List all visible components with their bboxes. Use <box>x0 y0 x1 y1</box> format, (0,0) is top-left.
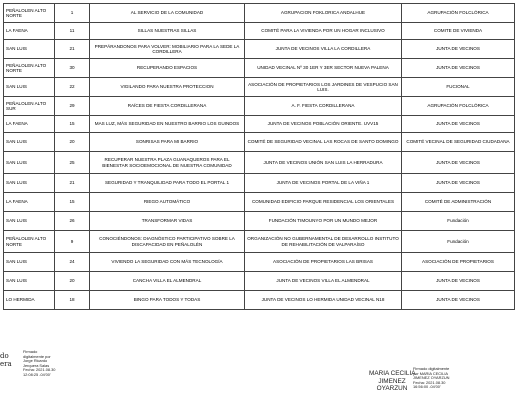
cell-number: 21 <box>55 174 90 193</box>
cell-comuna: PEÑALOLEN ALTO NORTE <box>4 231 55 253</box>
cell-project: AL SERVICIO DE LA COMUNIDAD <box>90 4 245 23</box>
right-signature-name-line: OYARZUN <box>376 385 408 393</box>
cell-org-type: FUCIONAL <box>402 78 515 97</box>
cell-project: CONOCIÉNDONOS: DIAGNÓSTICO PARTICIPATIVO SOBRE LA DISCAPACIDAD EN PEÑALOLÉN <box>90 231 245 253</box>
table-row <box>4 59 515 78</box>
left-signature-details <box>23 350 73 378</box>
table-row <box>4 152 515 174</box>
cell-org-type: JUNTA DE VECINOS <box>402 174 515 193</box>
cell-number: 9 <box>55 231 90 253</box>
cell-number: 1 <box>55 4 90 23</box>
table-row <box>4 231 515 253</box>
table-row <box>4 212 515 231</box>
cell-project: SEGURIDAD Y TRANQUILIDAD PARA TODO EL PORTAL 1 <box>90 174 245 193</box>
cell-org-type: JUNTA DE VECINOS <box>402 116 515 133</box>
left-signature-stamp-line: era <box>0 360 12 368</box>
cell-number: 24 <box>55 253 90 272</box>
cell-project: SONRISAS PARA MI BARRIO <box>90 133 245 152</box>
cell-org-type: Fundación <box>402 212 515 231</box>
cell-org-type: JUNTA DE VECINOS <box>402 40 515 59</box>
table-row <box>4 272 515 291</box>
cell-number: 20 <box>55 272 90 291</box>
cell-comuna: SAN LUIS <box>4 40 55 59</box>
cell-project: RIEGO AUTOMÁTICO <box>90 193 245 212</box>
cell-number: 29 <box>55 97 90 116</box>
cell-number: 25 <box>55 152 90 174</box>
cell-project: SILLAS NUESTRAS SILLAS <box>90 23 245 40</box>
cell-comuna: LA FAENA <box>4 193 55 212</box>
cell-comuna: SAN LUIS <box>4 133 55 152</box>
cell-number: 21 <box>55 40 90 59</box>
cell-comuna: SAN LUIS <box>4 78 55 97</box>
table-row <box>4 97 515 116</box>
table-row <box>4 174 515 193</box>
left-signature-line: Jorge Ricardo <box>23 358 48 364</box>
table-row <box>4 40 515 59</box>
cell-project: RECUPERAR NUESTRA PLAZA GUANAQUEROS PARA EL BIENESTAR SOCIOEMOCIONAL DE NUESTRA COMUNIDAD <box>90 152 245 174</box>
cell-number: 30 <box>55 59 90 78</box>
cell-comuna: SAN LUIS <box>4 174 55 193</box>
cell-org-type: AGRUPACIÓN FOLCLÓRICA <box>402 97 515 116</box>
left-signature-stamp-line: do <box>0 352 9 360</box>
cell-project: PREPÁRANDONOS PARA VOLVER: MOBILIARIO PARA LA SEDE LA CORDILLERA <box>90 40 245 59</box>
cell-org-type: COMITE DE VIVIENDA <box>402 23 515 40</box>
left-signature-line: Jerquera Salas <box>23 362 50 368</box>
cell-project: CANCHA VILLA EL ALMENDRAL <box>90 272 245 291</box>
cell-project: RAÍCES DE FIESTA CORDILLERANA <box>90 97 245 116</box>
table-row <box>4 291 515 310</box>
table-row <box>4 116 515 133</box>
cell-organization: COMUNIDAD EDIFICIO PARQUE RESIDENCIAL LOS ORIENTALES <box>245 193 402 212</box>
cell-org-type: JUNTA DE VECINOS <box>402 152 515 174</box>
cell-project: RECUPERANDO ESPACIOS <box>90 59 245 78</box>
projects-table <box>3 3 515 310</box>
cell-organization: A. F. FIESTA CORDILLERANA <box>245 97 402 116</box>
right-signature-line: JIMENEZ OYARZUN <box>413 375 450 381</box>
cell-org-type: COMITÉ DE ADMINISTRACIÓN <box>402 193 515 212</box>
cell-organization: ASOCIACIÓN DE PROPIETARIOS LOS JARDINES DE VESPUCIO SAN LUIS. <box>245 78 402 97</box>
cell-organization: COMITÉ PARA LA VIVIENDA POR UN HOGAR INCLUSIVO <box>245 23 402 40</box>
cell-comuna: SAN LUIS <box>4 212 55 231</box>
cell-organization: JUNTA DE VECINOS VILLA LA CORDILLERA <box>245 40 402 59</box>
table-row <box>4 78 515 97</box>
cell-organization: AGRUPACION FOKLORICA ANDALHUE <box>245 4 402 23</box>
cell-organization: JUNTA DE VECINOS PORTAL DE LA VIÑA 1 <box>245 174 402 193</box>
right-signature-name-line: JIMENEZ <box>378 377 406 385</box>
cell-number: 20 <box>55 133 90 152</box>
cell-org-type: AGRUPACIÓN FOLCLÓRICA <box>402 4 515 23</box>
cell-organization: ORGANIZACIÓN NO GUBERNAMENTAL DE DESARROLLO INSTITUTO DE REHABILITACIÓN DE VALPARAÍSO <box>245 231 402 253</box>
cell-project: BINGO PARA TODOS Y TODAS <box>90 291 245 310</box>
right-signature-name <box>369 370 415 393</box>
cell-comuna: PEÑALOLEN ALTO SUR <box>4 97 55 116</box>
cell-project: VIVIENDO LA SEGURIDAD CON MÁS TECNOLOGÍA <box>90 253 245 272</box>
table-row <box>4 23 515 40</box>
left-signature-line: Firmado <box>23 349 38 354</box>
cell-number: 18 <box>55 291 90 310</box>
right-signature-line: 16:56:00 -04'00' <box>413 384 441 390</box>
right-signature-line: Firmado digitalmente <box>413 366 450 371</box>
cell-number: 15 <box>55 193 90 212</box>
cell-project: MAS LUZ, MÁS SEGURIDAD EN NUESTRO BARRIO LOS GUINDOS <box>90 116 245 133</box>
right-signature-line: Fecha: 2021.08.30 <box>413 379 446 385</box>
cell-org-type: JUNTA DE VECINOS <box>402 291 515 310</box>
cell-org-type: JUNTA DE VECINOS <box>402 272 515 291</box>
table-row <box>4 193 515 212</box>
cell-organization: JUNTA DE VECINOS POBLACIÓN ORIENTE. UVV15 <box>245 116 402 133</box>
cell-organization: FUNDACIÓN TIMOUNYO POR UN MUNDO MEJOR <box>245 212 402 231</box>
cell-organization: JUNTA DE VECINOS UNIÓN SAN LUIS LA HERRADURA <box>245 152 402 174</box>
right-signature-details <box>413 367 473 390</box>
cell-organization: UNIDAD VECINAL Nº 30 1ER Y 3ER SECTOR NUEVA PALENA <box>245 59 402 78</box>
cell-org-type: JUNTA DE VECINOS <box>402 59 515 78</box>
cell-project: TRANSFORMAR VIDAS <box>90 212 245 231</box>
cell-organization: ASOCIACIÓN DE PROPIETARIOS LAS BRISAS <box>245 253 402 272</box>
cell-org-type: COMITÉ VECINAL DE SEGURIDAD CIUDADANA <box>402 133 515 152</box>
left-signature-line: 12:08:25 -04'00' <box>23 371 51 377</box>
cell-comuna: SAN LUIS <box>4 152 55 174</box>
cell-comuna: LA FAENA <box>4 116 55 133</box>
cell-org-type: Fundación <box>402 231 515 253</box>
cell-organization: JUNTA DE VECINOS LO HERMIDA UNIDAD VECINAL N18 <box>245 291 402 310</box>
cell-number: 26 <box>55 212 90 231</box>
cell-organization: COMITÉ DE SEGURIDAD VECINAL LAS ROCAS DE SANTO DOMINGO <box>245 133 402 152</box>
cell-org-type: ASOCIACIÓN DE PROPIETARIOS <box>402 253 515 272</box>
table-row <box>4 253 515 272</box>
cell-comuna: PEÑALOLEN ALTO NORTE <box>4 4 55 23</box>
left-signature-line: Fecha: 2021.08.30 <box>23 367 56 373</box>
cell-comuna: LA FAENA <box>4 23 55 40</box>
table-row <box>4 4 515 23</box>
table-row <box>4 133 515 152</box>
cell-comuna: LO HERMIDA <box>4 291 55 310</box>
left-signature-line: digitalmente por <box>23 353 51 359</box>
cell-number: 22 <box>55 78 90 97</box>
cell-number: 11 <box>55 23 90 40</box>
cell-comuna: SAN LUIS <box>4 253 55 272</box>
right-signature-line: por MARIA CECILIA <box>413 370 449 376</box>
cell-organization: JUNTA DE VECINOS VILLA EL ALMENDRAL <box>245 272 402 291</box>
cell-number: 15 <box>55 116 90 133</box>
cell-comuna: PEÑALOLEN ALTO NORTE <box>4 59 55 78</box>
right-signature-name-line: MARIA CECILIA <box>369 370 416 377</box>
cell-comuna: SAN LUIS <box>4 272 55 291</box>
cell-project: VIGILANDO PARA NUESTRA PROTECCION <box>90 78 245 97</box>
left-signature-stamp <box>0 352 12 368</box>
